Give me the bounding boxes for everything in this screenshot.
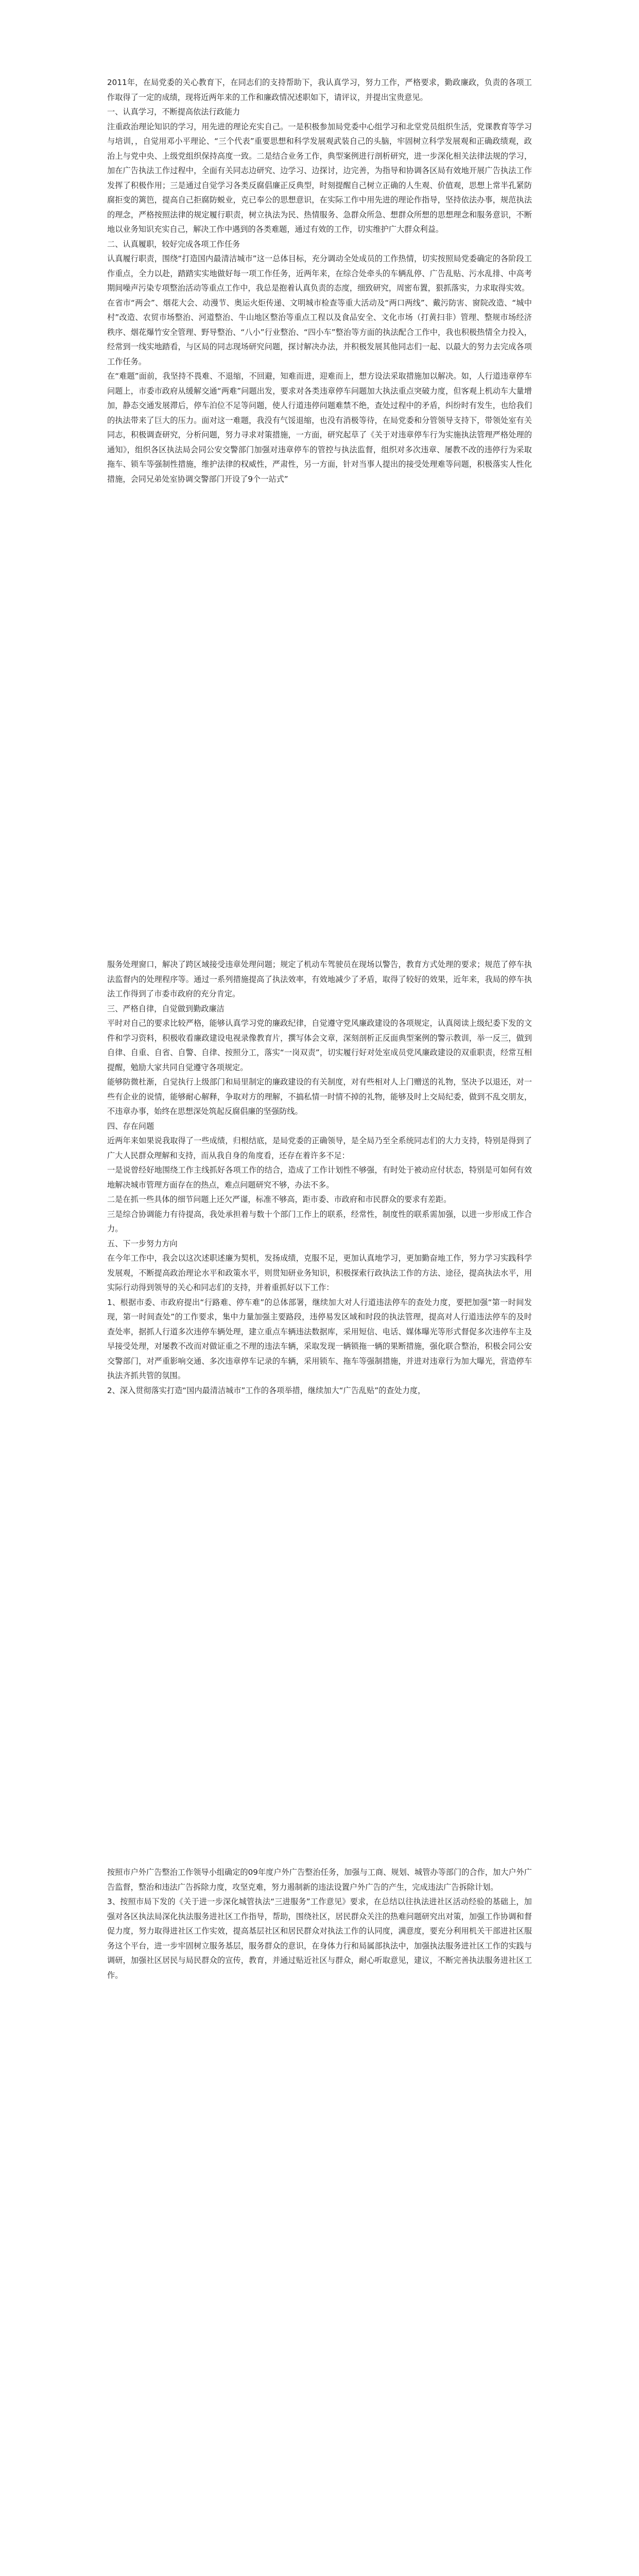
paragraph: 二是在抓一些具体的细节问题上还欠严谨，标准不够高，距市委、市政府和市民群众的要求有差距。 bbox=[107, 1195, 452, 1204]
paragraph: 四、存在问题 bbox=[107, 1121, 154, 1131]
paragraph: 3、按照市局下发的《关于进一步深化城管执法“三进服务”工作意见》要求，在总结以往执法进社区活动经验的基础上，加强对各区执法局深化执法服务进社区工作指导，帮助，围绕社区，居民群众关注的热难问题研究出对策，加强工作协调和督促力度，努力取得进社区工作实效，提高基层社区和居民群众对执法工作的认同度，满意度，要充分利用机关干部进社区服务这个平台，进一步牢固树立服务基层，服务群众的意识，在身体力行和局属部执法中，加强执法服务进社区工作的实践与调研，加强社区居民与局民群众的宣传，教育，并通过贴近社区与群众，耐心听取意见，建议，不断完善执法服务进社区工作。 bbox=[107, 1897, 532, 1980]
paragraph: 近两年来如果说我取得了一些成绩，归根结底，是局党委的正确领导，是全局乃至全系统同志们的大力支持，特别是得到了广大人民群众理解和支持，而从我自身的角度看，还存在着许多不足： bbox=[107, 1136, 532, 1160]
paragraph: 平时对自己的要求比较严格，能够认真学习党的廉政纪律，自觉遵守党风廉政建设的各项规定，认真阅读上级纪委下发的文件和学习资料，积极收看廉政建设电视录像教育片，撰写体会文章，深刻剖析正反面典型案例的警示教训，举一反三，做到自律、自重、自省、自警、自律、按照分工，落实“一岗双责”，切实履行好对处室成员党风廉政建设的双重职责，经常互相提醒，勉励大家共同自觉遵守各项规定。 bbox=[107, 1019, 532, 1072]
paragraph: 一是说曾经好地围绕工作主线抓好各项工作的结合，造成了工作计划性不够强，有时处于被动应付状态，特别是可如何有效地解决城市管理方面存在的热点，难点问题研究不够，办法不多。 bbox=[107, 1165, 532, 1190]
paragraph: 五、下一步努力方向 bbox=[107, 1239, 178, 1248]
paragraph: 认真履行职责，围绕“打造国内最清洁城市”这一总体目标，充分调动全处成员的工作热情，切实按照局党委确定的各阶段工作重点，全力以赴，踏踏实实地做好每一项工作任务，近两年来，在综合处牵头的车辆乱停、广告乱贴、污水乱排、中高考期间噪声污染专项整治活动等重点工作中，我总是抱着认真负责的态度，细致研究，周密布置，狠抓落实，力求取得实效。 bbox=[107, 254, 532, 293]
document-section-3 bbox=[107, 1865, 532, 1982]
paragraph: 2011年，在局党委的关心教育下，在同志们的支持帮助下，我认真学习，努力工作，严格要求，勤政廉政，负责的各项工作取得了一定的成绩，现将近两年来的工作和廉政情况述职如下，请评议，并提出宝贵意见。 bbox=[107, 78, 532, 102]
paragraph: 注重政治理论知识的学习，用先进的理论充实自己。一是积极参加局党委中心组学习和北堂党员组织生活，党课教育等学习与培训，，自觉用邓小平理论、“三个代表”重要思想和科学发展观武装自己的头脑，牢固树立科学发展观和正确政绩观，政治上与党中央、上级党组织保持高度一致。二是结合业务工作，典型案例进行剖析研究，进一步深化相关法律法规的学习，加在广告执法工作过程中，全面有关同志边研究、边学习、边探讨，边完善，为指导和协调各区局有效地开展广告执法工作发挥了积极作用；三是通过自觉学习各类反腐倡廉正反典型，时刻提醒自己树立正确的人生观、价值观，思想上常半孔紧防腐拒变的篱笆，提高自己拒腐防蜕业，克已奉公的思想意识，在实际工作中用先进的理论作指导，坚持依法办事，规范执法的理念，严格按照法律的规定履行职责，树立执法为民、热情服务、急群众所急、想群众所想的思想理念和服务意识，不断地以业务知识充实自己，解决工作中遇到的各类难题，通过有效的工作，切实维护广大群众利益。 bbox=[107, 122, 532, 234]
paragraph: 在省市“两会”、烟花大会、动漫节、奥运火炬传递、文明城市检查等重大活动及“两口两线”、戴污防害、窗院改造、“城中村”改造、农贸市场整治、河道整治、牛山地区整治等重点工程以及食品安全、文化市场（打黄扫非）管理、整规市场经济秩序、烟花爆竹安全管理、野导整治、“八小”行业整治、“四小车”整治等方面的执法配合工作中，我也积极热情全力投入，经常到一线实地踏看，与区局的同志现场研究问题，探讨解决办法，并积极发展其他同志们一起、以最大的努力去完成各项工作任务。 bbox=[107, 298, 532, 366]
paragraph: 一、认真学习，不断提高依法行政能力 bbox=[107, 107, 240, 116]
paragraph: 三是综合协调能力有待提高，我处承担着与数十个部门工作上的联系，经常性，制度性的联系需加强，以进一步形成工作合力。 bbox=[107, 1209, 532, 1233]
paragraph: 二、认真履职，较好完成各项工作任务 bbox=[107, 239, 240, 249]
paragraph: 在今年工作中，我会以这次述职述廉为契机，发扬成绩，克服不足，更加认真地学习，更加勤奋地工作，努力学习实践科学发展观，不断提高政治理论水平和政策水平，则贯知研业务知识，积极探索行政执法工作的方法、途径，提高执法水平，用实际行动得到领导的关心和同志们的支持，并着重抓好以下工作： bbox=[107, 1253, 532, 1292]
paragraph: 2、深入贯彻落实打造“国内最清洁城市”工作的各项举措，继续加大“广告乱贴”的查处力度， bbox=[107, 1385, 426, 1395]
paragraph: 1、根据市委、市政府提出“行路难、停车难”的总体部署，继续加大对人行道违法停车的查处力度，要把加强“第一时间发现，第一时间查处”的工作要求，集中力量加强主要路段，违停易发区域和时段的执法管理，提高对人行道违法停车的及时查处率，据抓人行道多次违停车辆处理，建立重点车辆违法数据库，采用短信、电话、媒体曝光等形式督促多次违停车主及早接受处理，对屡教不改而对做证重之不理的违法车辆，采取发现一辆锁拖一辆的果断措施，强化联合整治，积极会同公安交警部门，对严重影响交通、多次违章停车记录的车辆，采用锁车、拖车等强制措施，并进对违章行为加大曝光，营造停车执法齐抓共管的氛围。 bbox=[107, 1297, 532, 1380]
paragraph: 在“难题”面前，我坚持不畏难、不退缩，不回避，知难而进，迎难而上，想方设法采取措施加以解决。如，人行道违章停车问题上，市委市政府从缓解交通“两难”问题出发，要求对各类违章停车问题加大执法重点突破力度，但客观上机动车大量增加，静态交通发展滞后，停车泊位不足等问题，使人行道违停问题难禁不绝，查处过程中的矛盾，纠纷时有发生，也给我们的执法带来了巨大的压力。面对这一难题，我没有气馁退缩，也没有消极等待，在局党委和分管领导支持下，带领处室有关同志，积极调查研究，分析问题，努力寻求对策措施，一方面，研究起草了《关于对违章停车行为实施执法管理严格处理的通知》，组织各区执法局会同公安交警部门加强对违章停车的管控与执法监督，组织对多次违章、屡教不改的违停行为采取拖车、锁车等强制性措施，维护法律的权威性，严肃性，另一方面，针对当事人提出的接受处理难等问题，积极落实人性化措施，会同兄弟处室协调交警部门开设了9个一站式” bbox=[107, 371, 532, 484]
paragraph: 三、严格自律，自觉做到勤政廉洁 bbox=[107, 1004, 224, 1013]
document-section-1 bbox=[107, 75, 532, 486]
document-section-2 bbox=[107, 957, 532, 1398]
paragraph: 按照市户外广告整治工作领导小组确定的09年度户外广告整治任务，加强与工商、规划、城管办等部门的合作，加大户外广告监督，整治和违法广告拆除力度，攻坚克难，努力遏制新的违法设置户外广告的产生，完成违法广告拆除计划。 bbox=[107, 1868, 532, 1892]
paragraph: 服务处理窗口，解决了跨区域接受违章处理问题；规定了机动车驾驶员在现场以警告，教育方式处理的要求；规范了停车执法监督内的处理程序等。通过一系列措施提高了执法效率，有效地减少了矛盾，取得了较好的效果，近年来，我局的停车执法工作得到了市委市政府的充分肯定。 bbox=[107, 960, 532, 998]
paragraph: 能够防微杜渐，自觉执行上级部门和局里制定的廉政建设的有关制度，对有些相对人上门赠送的礼物，坚决予以退还，对一些有企业的说情，能够耐心解释，争取对方的理解，不搞私情一时情不掉的礼物，能够及时上交局纪委，做到不乱交朋友，不违章办事，始终在思想深处筑起反腐倡廉的坚强防线。 bbox=[107, 1077, 532, 1116]
